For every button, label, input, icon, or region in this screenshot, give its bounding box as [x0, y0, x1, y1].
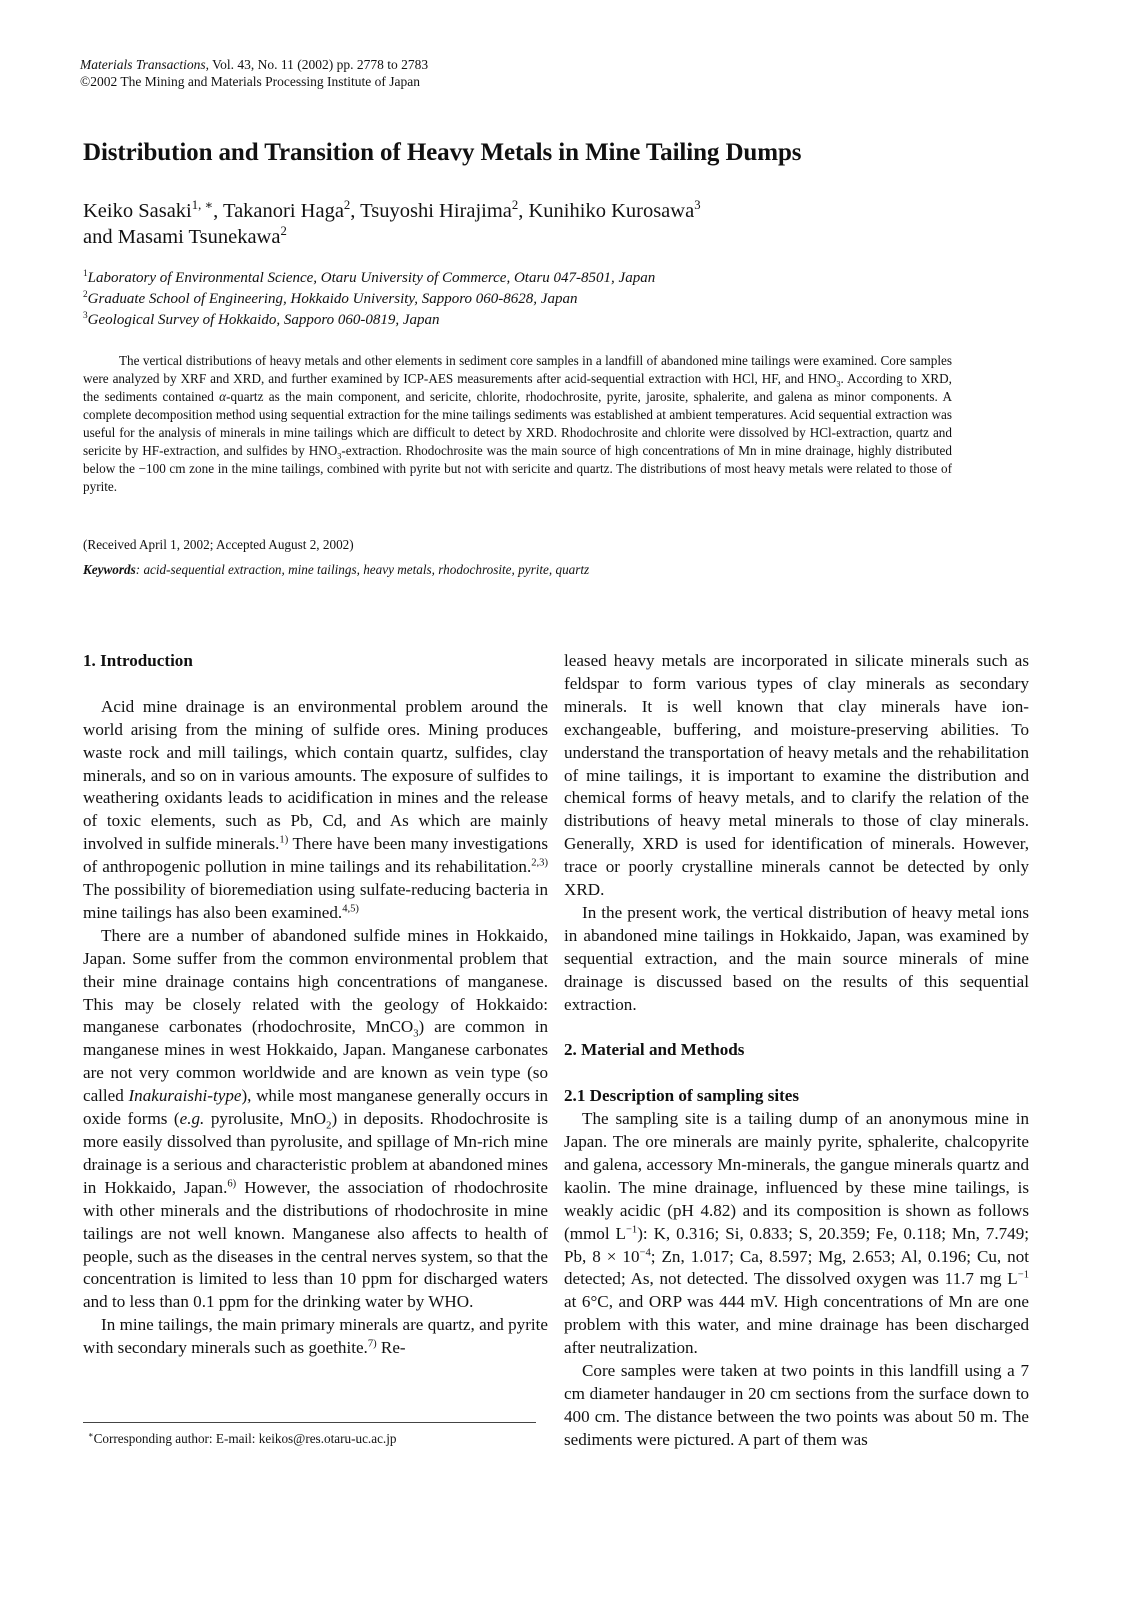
affiliation-list [83, 268, 1043, 331]
left-column [83, 650, 548, 1360]
journal-name: Materials Transactions [80, 57, 206, 72]
section-heading: 2. Material and Methods [564, 1040, 745, 1060]
affiliation-text: Geological Survey of Hokkaido, Sapporo 060-0819, Japan [87, 312, 440, 328]
affiliation-number: 3 [83, 311, 88, 321]
affiliation [83, 289, 1043, 310]
affiliation-text: Graduate School of Engineering, Hokkaido University, Sapporo 060-8628, Japan [87, 291, 578, 307]
abstract [83, 352, 952, 496]
footnote-text: Corresponding author: E-mail: keikos@res.otaru-uc.ac.jp [93, 1431, 397, 1446]
paragraph: leased heavy metals are incorporated in silicate minerals such as feldspar to form various types of clay minerals as secondary minerals. It is well known that clay minerals have ion-exchangeable, buffering, and moisture-preserving abilities. To understand the transportation of heavy metals and the rehabilitation of mine tailings, it is important to examine the distribution and chemical forms of heavy metals, and to clarify the relation of the distributions of heavy metal minerals to those of clay minerals. Generally, XRD is used for identification of minerals. However, trace or poorly crystalline minerals cannot be detected by only XRD. [564, 651, 1029, 900]
footnote [88, 1431, 396, 1447]
abstract-text: The vertical distributions of heavy metals and other elements in sediment core samples in a landfill of abandoned mine tailings were examined. Core samples were analyzed by XRF and XRD, and further examined by ICP-AES measurements after acid-sequential extraction with HCl, HF, and $HNO_3$. According to XRD, the sediments contained α-quartz as the main component, and sericite, chlorite, rhodochrosite, pyrite, jarosite, sphalerite, and galena as minor components. A complete decomposition method using sequential extraction for the mine tailings sediments was established at ambient temperatures. Acid sequential extraction was useful for the analysis of minerals in mine tailings which are difficult to detect by XRD. Rhodochrosite and chlorite were dissolved by HCl-extraction, quartz and sericite by HF-extraction, and sulfides by $HNO_3$-extraction. Rhodochrosite was the main source of high concentrations of Mn in mine drainage, highly distributed below the −100 cm zone in the mine tailings, combined with pyrite but not with sericite and quartz. The distributions of most heavy metals were related to those of pyrite. [83, 353, 953, 494]
journal-header [80, 56, 428, 90]
affiliation-number: 1 [83, 269, 88, 279]
paper-title: Distribution and Transition of Heavy Metals in Mine Tailing Dumps [83, 139, 802, 166]
paragraph: There are a number of abandoned sulfide mines in Hokkaido, Japan. Some suffer from the common environmental problem that their mine drainage contains high concentrations of manganese. This may be closely related with the geology of Hokkaido: manganese carbonates (rhodochrosite, MnCO$_3$) are common in manganese mines in west Hokkaido, Japan. Manganese carbonates are not very common worldwide and are known as vein type (so called Inakuraishi-type), while most manganese generally occurs in oxide forms (e.g. pyrolusite, MnO$_2$) in deposits. Rhodochrosite is more easily dissolved than pyrolusite, and spillage of Mn-rich mine drainage is a serious and characteristic problem at abandoned mines in Hokkaido, Japan.$^{6)}$ However, the association of rhodochrosite with other minerals and the distributions of rhodochrosite in mine tailings are not well known. Manganese also affects to health of people, such as the diseases in the central nerves system, so that the concentration is limited to less than 10 ppm for discharged waters and to less than 0.1 ppm for the drinking water by WHO. [83, 925, 548, 1312]
keywords-label: Keywords [83, 562, 136, 577]
author-name: Keiko Sasaki [83, 200, 192, 222]
affiliation [83, 310, 1043, 331]
subsection-heading: 2.1 Description of sampling sites [564, 1086, 800, 1106]
right-column [564, 650, 1029, 1452]
author-affil-mark: 1, ∗ [191, 198, 214, 213]
received-dates: (Received April 1, 2002; Accepted August 2, 2002) [83, 537, 354, 552]
author-name: , Takanori Haga [213, 200, 344, 222]
paragraph: In mine tailings, the main primary minerals are quartz, and pyrite with secondary minerals such as goethite.$^{7)}$ Re- [83, 1315, 548, 1358]
keywords [83, 562, 589, 578]
author-affil-mark: 2 [511, 198, 519, 213]
paragraph: Core samples were taken at two points in this landfill using a 7 cm diameter handauger in 20 cm sections from the surface down to 400 cm. The distance between the two points was about 50 m. The sediments were pictured. A part of them was [564, 1361, 1029, 1449]
author-name: and Masami Tsunekawa [83, 226, 281, 248]
footnote-divider [83, 1422, 536, 1423]
paragraph: Acid mine drainage is an environmental problem around the world arising from the mining of sulfide ores. Mining produces waste rock and mill tailings, which contain quartz, sulfides, clay minerals, and so on in various amounts. The exposure of sulfides to weathering oxidants leads to acidification in mines and the release of toxic elements, such as Pb, Cd, and As which are mainly involved in sulfide minerals.$^{1)}$ There have been many investigations of anthropogenic pollution in mine tailings and its rehabilitation.$^{2,3)}$ The possibility of bioremediation using sulfate-reducing bacteria in mine tailings has also been examined.$^{4,5)}$ [83, 696, 549, 922]
footnote-mark: ∗ [88, 1430, 94, 1440]
affiliation-number: 2 [83, 290, 88, 300]
author-name: , Tsuyoshi Hirajima [350, 200, 512, 222]
journal-citation: , Vol. 43, No. 11 (2002) pp. 2778 to 2783 [205, 57, 429, 72]
author-list [83, 198, 1043, 250]
copyright-line: ©2002 The Mining and Materials Processing Institute of Japan [80, 74, 420, 89]
author-affil-mark: 2 [280, 224, 287, 239]
keywords-text: : acid-sequential extraction, mine tailings, heavy metals, rhodochrosite, pyrite, quartz [135, 562, 590, 577]
affiliation [83, 268, 1043, 289]
paragraph: The sampling site is a tailing dump of an anonymous mine in Japan. The ore minerals are mainly pyrite, sphalerite, chalcopyrite and galena, accessory Mn-minerals, the gangue minerals quartz and kaolin. The mine drainage, influenced by these mine tailings, is weakly acidic (pH 4.82) and its composition is shown as follows (mmol $L^{-1}$): K, 0.316; Si, 0.833; S, 20.359; Fe, 0.118; Mn, 7.749; Pb, $8 \times 10^{-4}$; Zn, 1.017; Ca, 8.597; Mg, 2.653; Al, 0.196; Cu, not detected; As, not detected. The dissolved oxygen was 11.7 mg $L^{-1}$ at 6°C, and ORP was 444 mV. High concentrations of Mn are one problem with this water, and mine drainage has been discharged after neutralization. [564, 1109, 1030, 1358]
affiliation-text: Laboratory of Environmental Science, Otaru University of Commerce, Otaru 047-8501, Japan [87, 270, 656, 286]
author-name: , Kunihiko Kurosawa [518, 200, 695, 222]
author-affil-mark: 3 [694, 198, 701, 213]
paragraph: In the present work, the vertical distribution of heavy metal ions in abandoned mine tailings in Hokkaido, Japan, was examined by sequential extraction, and the main source minerals of mine drainage is discussed based on the results of this sequential extraction. [564, 902, 1029, 1014]
author-affil-mark: 2 [343, 198, 351, 213]
section-heading: 1. Introduction [83, 651, 193, 670]
